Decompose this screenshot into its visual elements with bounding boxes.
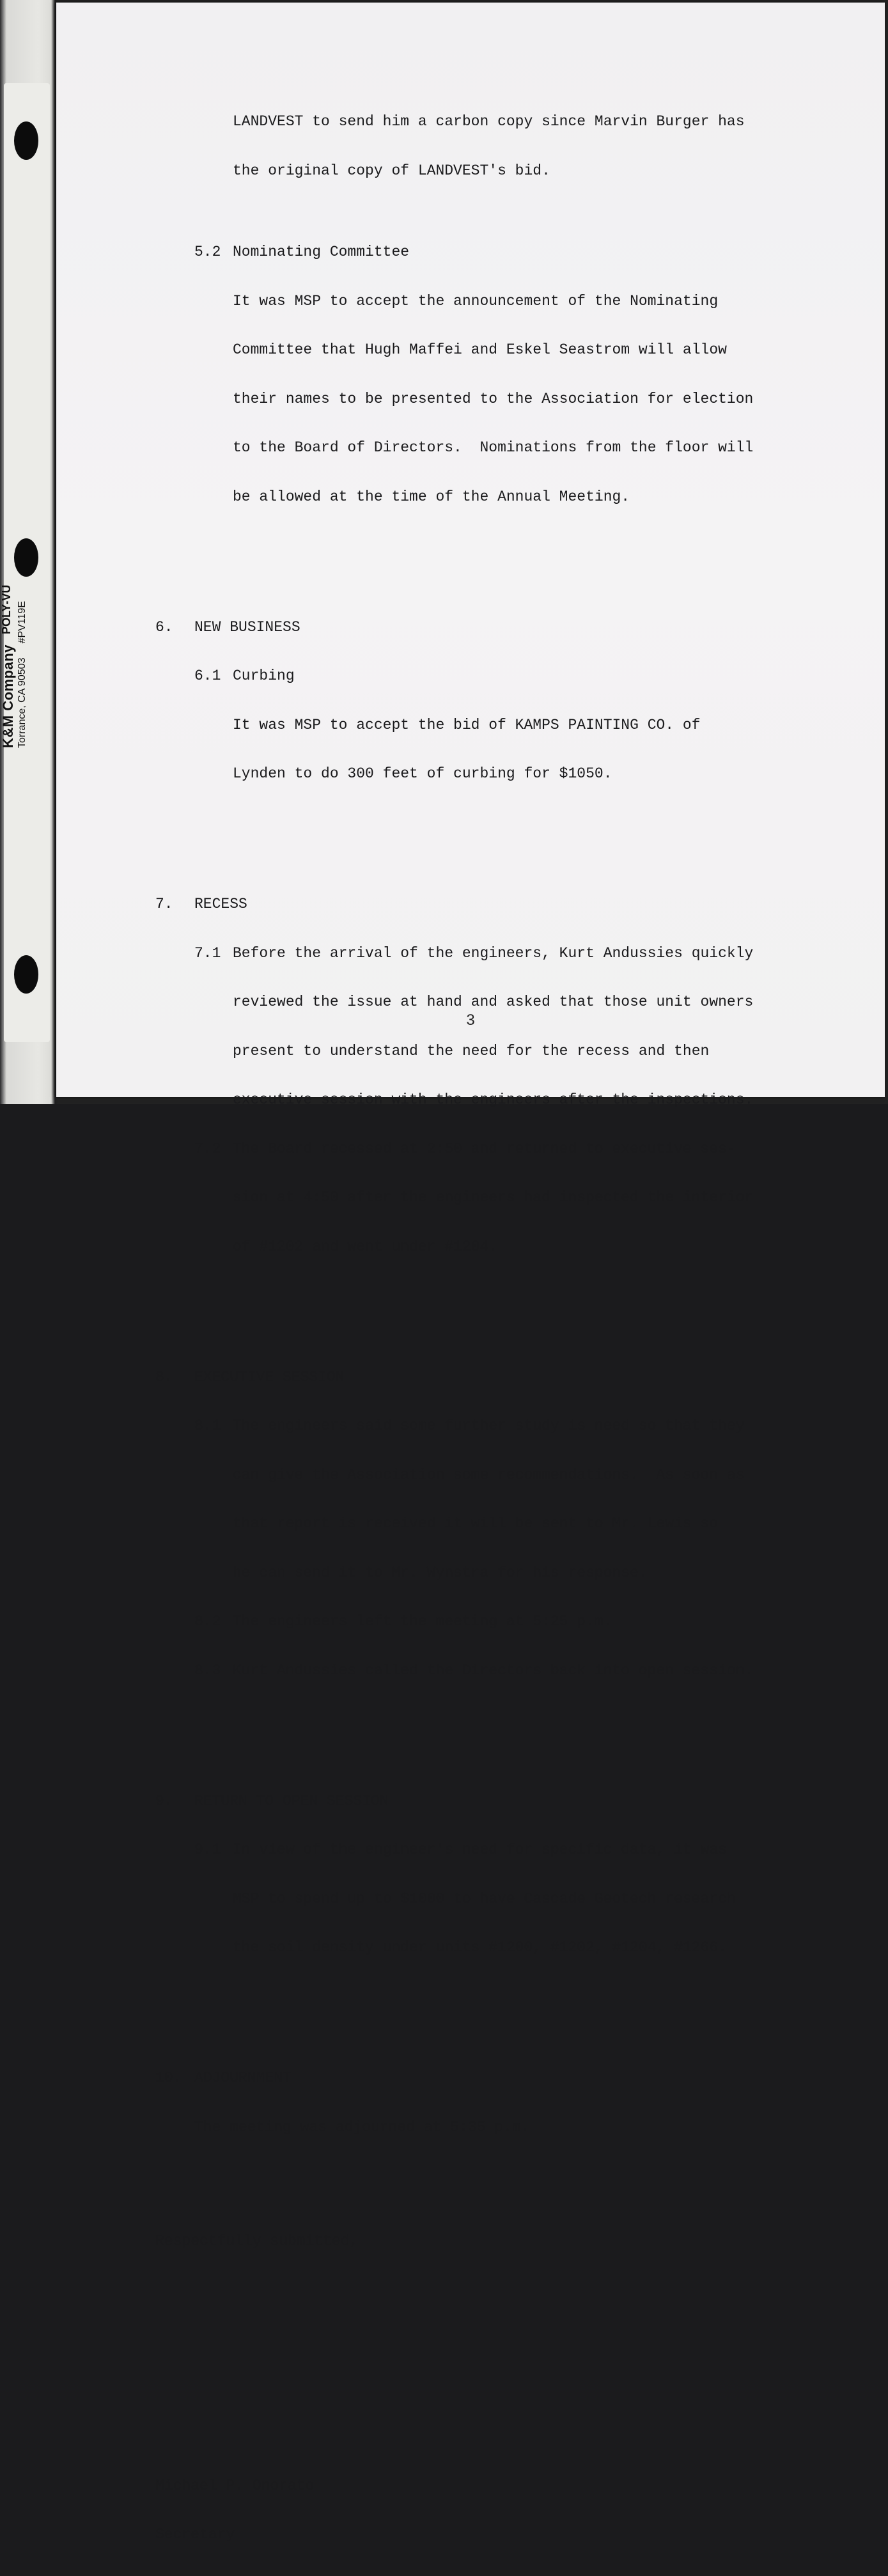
binder-hole-bottom — [14, 955, 38, 994]
item-7-1-line: Before the arrival of the engineers, Kurt Andussies quickly — [233, 944, 754, 962]
item-6-1-line: Lynden to do 300 feet of curbing for $1050. — [233, 765, 612, 782]
section-7-heading — [155, 896, 846, 913]
sleeve-brand-label — [0, 584, 58, 748]
signer-title: Secretary — [155, 2526, 235, 2543]
section-number: 8. — [155, 1368, 173, 1386]
section-title: RETURN TO OPEN SESSION — [194, 1792, 389, 1809]
item-9-1-line: the soil density under units #1200, #1202, #1204, #1266. — [233, 1939, 727, 1956]
section-title: EXECUTIVE SESSION — [194, 1368, 345, 1386]
brand-product: POLY-VU — [0, 584, 13, 635]
section-6-heading — [155, 620, 846, 636]
item-number: 8.2 — [194, 1613, 221, 1630]
item-8-1-line: that report is received it will be sent to Mr. Lewis so — [233, 1515, 719, 1532]
page-number: 3 — [466, 1011, 475, 1029]
item-5-2-line: It was MSP to accept the announcement of the Nominating — [233, 292, 719, 309]
item-number: 8.3 — [194, 1662, 221, 1679]
item-7-1-line: present to understand the need for the recess and then — [233, 1042, 710, 1059]
item-number: 5.2 — [194, 244, 221, 260]
item-8-2-text: The engineers left the meeting at 5:25 p.m. — [233, 1613, 612, 1630]
section-number: 7. — [155, 896, 173, 912]
item-5-2-line: their names to be presented to the Association for election — [233, 390, 754, 407]
item-5-2-line: Committee that Hugh Maffei and Eskel Seastrom will allow — [233, 341, 727, 358]
signer-name: Michael P. Onorato — [155, 2477, 315, 2494]
item-5-2-line: to the Board of Directors. Nominations from the floor will — [233, 439, 754, 456]
brand-code: #PV119E — [17, 601, 27, 644]
item-number: 7.2 — [194, 1140, 221, 1157]
item-7-1-line: executive session with the engineers after the inspections. — [233, 1091, 754, 1108]
section-8-heading — [155, 1370, 846, 1386]
item-8-1-line: The engineers said some further study is need so that they — [233, 1417, 745, 1434]
item-7-2-first-line — [155, 1141, 846, 1158]
document-page — [56, 3, 885, 2543]
item-7-2-line: of #1202 and went under #1204. — [233, 1238, 498, 1255]
section-number: 6. — [155, 618, 173, 636]
item-title: Nominating Committee — [233, 244, 410, 260]
item-5-2-heading — [155, 244, 846, 261]
item-7-1-line: reviewed the issue at hand and asked that those unit owners — [233, 994, 754, 1010]
section-title: NEW BUSINESS — [194, 618, 300, 636]
item-number: 9.1 — [194, 1841, 221, 1858]
section-number: 10. — [155, 2070, 182, 2086]
brand-name: K&M Company — [0, 644, 16, 748]
item-5-1-line: the original copy of LANDVEST's bid. — [233, 162, 550, 179]
item-title: Curbing — [233, 667, 295, 684]
item-7-2-line: sion at 4:50 after the engineers had inspected the interior — [233, 1189, 754, 1206]
brand-city: Torrance, CA 90503 — [17, 657, 27, 748]
item-8-1-first-line — [155, 1418, 846, 1435]
section-number: 9. — [155, 1792, 173, 1809]
item-9-1-line: MSP to spend up to $1000 to have Cascade Geotech research — [233, 1890, 736, 1907]
item-9-1-line: In view of the engineer's need for specific data, it was — [233, 1841, 727, 1858]
item-5-2-line: be allowed at the time of the Annual Meeting. — [233, 488, 630, 505]
item-8-1-line: can give the Association some recommendations. As soon as — [233, 1466, 745, 1483]
item-8-3 — [155, 1663, 846, 1680]
item-8-1-line: he can send it to Mr. Wynstra for his response. — [233, 1564, 648, 1581]
item-8-3-text: Kurt Andussies called the Directors back into open session. — [233, 1662, 754, 1679]
section-title: RECESS — [194, 896, 247, 912]
section-10-body: The meeting was adjourned at 5:35 p.m. — [194, 2118, 530, 2135]
item-number: 6.1 — [194, 667, 221, 684]
item-7-1-first-line — [155, 946, 846, 962]
item-9-1-first-line — [155, 1842, 846, 1859]
item-6-1-line: It was MSP to accept the bid of KAMPS PAINTING CO. of — [233, 716, 701, 733]
item-7-2-line: The Board recessed at 2:50 and returned to executive ses- — [233, 1140, 736, 1157]
closing-line: Respectfully submitted, — [155, 2233, 359, 2249]
item-5-1-line: LANDVEST to send him a carbon copy since Marvin Burger has — [233, 113, 745, 130]
item-6-1-heading — [155, 668, 846, 685]
section-9-heading — [155, 1793, 846, 1810]
binder-hole-top — [14, 121, 38, 160]
section-title: ADJOURNMENT — [194, 2070, 292, 2086]
binder-hole-middle — [14, 538, 38, 577]
item-number: 7.1 — [194, 944, 221, 962]
minutes-text — [155, 49, 846, 2576]
item-8-2 — [155, 1614, 846, 1630]
item-number: 8.1 — [194, 1417, 221, 1434]
section-10-heading — [155, 2070, 846, 2087]
